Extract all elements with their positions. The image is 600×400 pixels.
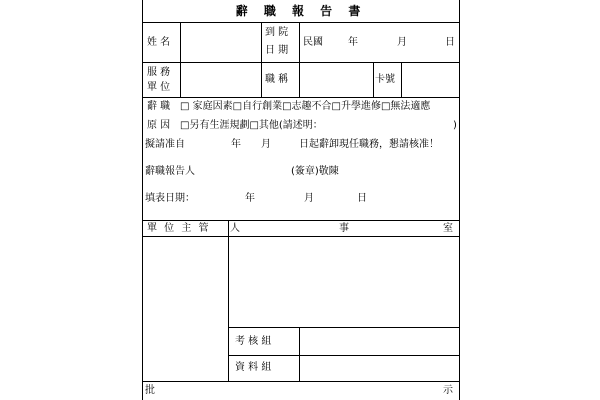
- col-divider: [180, 22, 181, 97]
- name-field[interactable]: [183, 24, 259, 60]
- col-divider: [261, 22, 262, 97]
- request-prefix: 擬請准自: [145, 139, 185, 150]
- card-label: 卡號: [375, 74, 395, 85]
- row-divider: [143, 97, 459, 98]
- card-field[interactable]: [404, 64, 457, 95]
- request-year-label: 年: [231, 139, 241, 150]
- seal-text: (簽章)敬陳: [291, 166, 339, 177]
- col-divider: [401, 62, 402, 97]
- name-label: 姓 名: [147, 37, 171, 48]
- reason-options-line1[interactable]: □ 家庭因素□自行創業□志趣不合□升學進修□無法適應: [180, 101, 431, 112]
- row-divider: [143, 220, 459, 221]
- arrival-day-label: 日: [445, 37, 455, 48]
- row-divider: [143, 236, 459, 237]
- arrival-date-era: 民國: [303, 37, 323, 48]
- data-group-field[interactable]: [302, 357, 457, 379]
- unit-label-2: 單 位: [147, 82, 171, 93]
- supervisor-signature-area[interactable]: [145, 239, 226, 379]
- personnel-office-char-1: 人: [230, 223, 240, 234]
- personnel-office-char-2: 事: [339, 223, 349, 234]
- form-title: 辭 職 報 告 書: [235, 4, 367, 18]
- col-divider: [373, 62, 374, 97]
- personnel-office-char-3: 室: [443, 223, 453, 234]
- reason-close-paren: ): [453, 120, 457, 131]
- reason-label-2: 原 因: [147, 120, 171, 131]
- fill-day-label: 日: [357, 193, 367, 204]
- supervisor-label: 單 位 主 管: [147, 223, 211, 234]
- col-divider: [299, 327, 300, 381]
- review-group-field[interactable]: [302, 329, 457, 353]
- position-label: 職 稱: [265, 74, 289, 85]
- arrival-date-label-1: 到 院: [265, 27, 289, 38]
- row-divider: [228, 355, 459, 356]
- reason-options-line2[interactable]: □另有生涯規劃□其他(請述明：: [180, 120, 323, 131]
- fill-year-label: 年: [245, 193, 255, 204]
- unit-label-1: 服 務: [147, 67, 171, 78]
- personnel-signature-area[interactable]: [231, 239, 457, 325]
- approval-label-left: 批: [145, 385, 155, 396]
- fill-month-label: 月: [304, 193, 314, 204]
- data-group-label: 資 料 組: [235, 362, 272, 373]
- arrival-month-label: 月: [397, 37, 407, 48]
- reason-label-1: 辭 職: [147, 101, 171, 112]
- arrival-year-label: 年: [348, 37, 358, 48]
- col-divider: [299, 22, 300, 97]
- position-field[interactable]: [302, 64, 371, 95]
- request-month-label: 月: [261, 139, 271, 150]
- resignation-form: [142, 0, 460, 400]
- col-divider: [228, 220, 229, 381]
- row-divider: [143, 381, 459, 382]
- fill-date-label: 填表日期：: [145, 193, 195, 204]
- approval-label-right: 示: [443, 385, 453, 396]
- unit-field[interactable]: [183, 64, 259, 95]
- reporter-label: 辭職報告人: [145, 166, 195, 177]
- row-divider: [143, 22, 459, 23]
- request-suffix: 日起辭卸現任職務，懇請核准！: [299, 139, 439, 150]
- review-group-label: 考 核 組: [235, 336, 272, 347]
- row-divider: [228, 327, 459, 328]
- arrival-date-label-2: 日 期: [265, 45, 289, 56]
- row-divider: [143, 62, 459, 63]
